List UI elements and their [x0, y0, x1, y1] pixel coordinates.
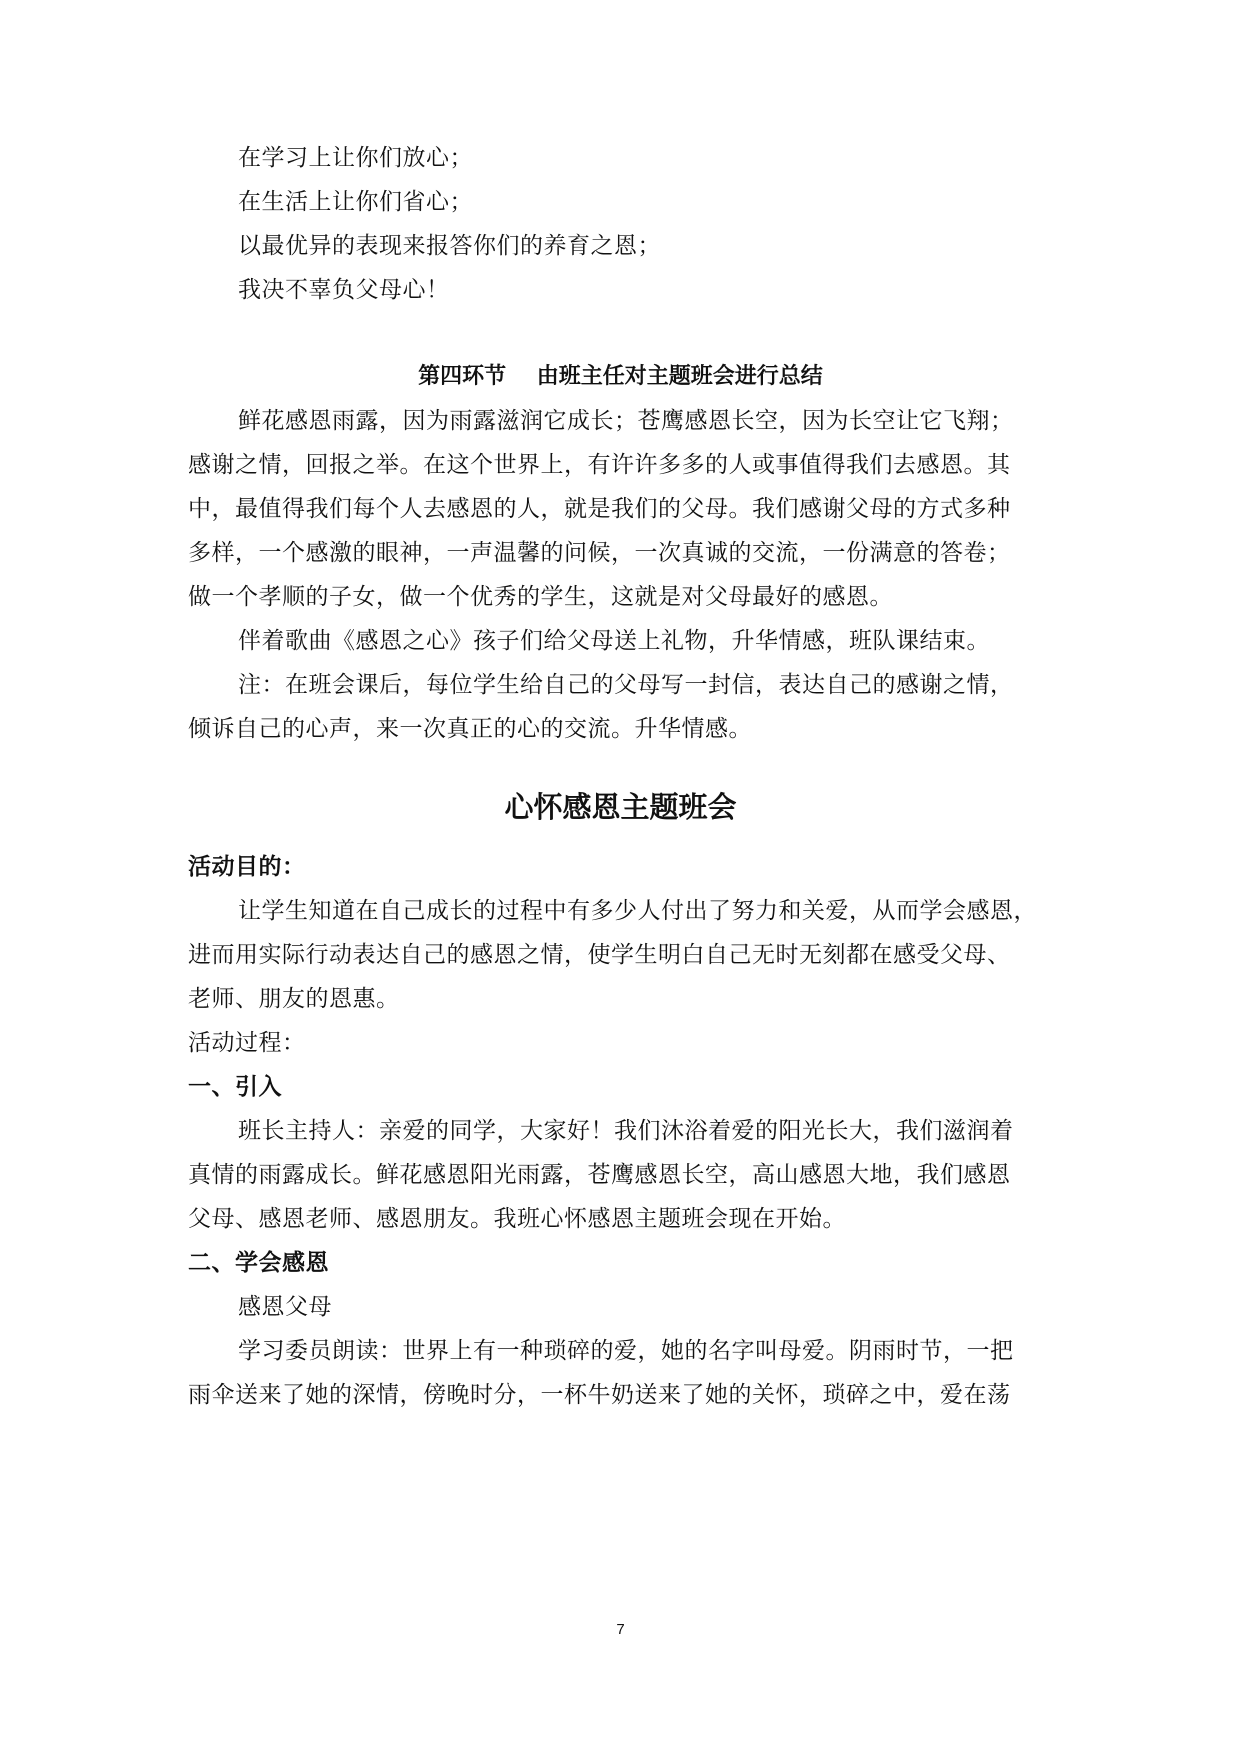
purpose-line: 进而用实际行动表达自己的感恩之情，使学生明白自己无时无刻都在感受父母、 [188, 942, 1011, 968]
song-line: 伴着歌曲《感恩之心》孩子们给父母送上礼物，升华情感，班队课结束。 [238, 628, 990, 654]
part1-line: 班长主持人：亲爱的同学，大家好！我们沐浴着爱的阳光长大，我们滋润着 [238, 1118, 1014, 1144]
summary-line: 鲜花感恩雨露，因为雨露滋润它成长；苍鹰感恩长空，因为长空让它飞翔； [238, 408, 1014, 434]
pledge-line: 在学习上让你们放心； [238, 145, 473, 171]
part1-heading: 一、引入 [188, 1074, 282, 1100]
summary-line: 中，最值得我们每个人去感恩的人，就是我们的父母。我们感谢父母的方式多种 [188, 496, 1011, 522]
process-label: 活动过程： [188, 1030, 306, 1056]
section-heading: 第四环节 由班主任对主题班会进行总结 [418, 364, 823, 389]
part2-line: 雨伞送来了她的深情，傍晚时分，一杯牛奶送来了她的关怀，琐碎之中，爱在荡 [188, 1382, 1011, 1408]
part1-line: 真情的雨露成长。鲜花感恩阳光雨露，苍鹰感恩长空，高山感恩大地，我们感恩 [188, 1162, 1011, 1188]
note-line: 倾诉自己的心声，来一次真正的心的交流。升华情感。 [188, 716, 752, 742]
purpose-heading: 活动目的： [188, 854, 306, 880]
pledge-line: 以最优异的表现来报答你们的养育之恩； [238, 233, 661, 259]
part1-line: 父母、感恩老师、感恩朋友。我班心怀感恩主题班会现在开始。 [188, 1206, 846, 1232]
page-number: 7 [616, 1621, 625, 1638]
summary-line: 感谢之情，回报之举。在这个世界上，有许许多多的人或事值得我们去感恩。其 [188, 452, 1011, 478]
part2-subheading: 感恩父母 [238, 1294, 332, 1320]
part2-heading: 二、学会感恩 [188, 1250, 329, 1276]
summary-line: 做一个孝顺的子女，做一个优秀的学生，这就是对父母最好的感恩。 [188, 584, 893, 610]
pledge-line: 在生活上让你们省心； [238, 189, 473, 215]
purpose-line: 老师、朋友的恩惠。 [188, 986, 400, 1012]
pledge-line: 我决不辜负父母心！ [238, 277, 450, 303]
part2-line: 学习委员朗读：世界上有一种琐碎的爱，她的名字叫母爱。阴雨时节，一把 [238, 1338, 1014, 1364]
note-line: 注：在班会课后，每位学生给自己的父母写一封信，表达自己的感谢之情， [238, 672, 1014, 698]
document-title: 心怀感恩主题班会 [504, 790, 737, 824]
purpose-line: 让学生知道在自己成长的过程中有多少人付出了努力和关爱，从而学会感恩， [238, 898, 1037, 924]
summary-line: 多样，一个感激的眼神，一声温馨的问候，一次真诚的交流，一份满意的答卷； [188, 540, 1011, 566]
